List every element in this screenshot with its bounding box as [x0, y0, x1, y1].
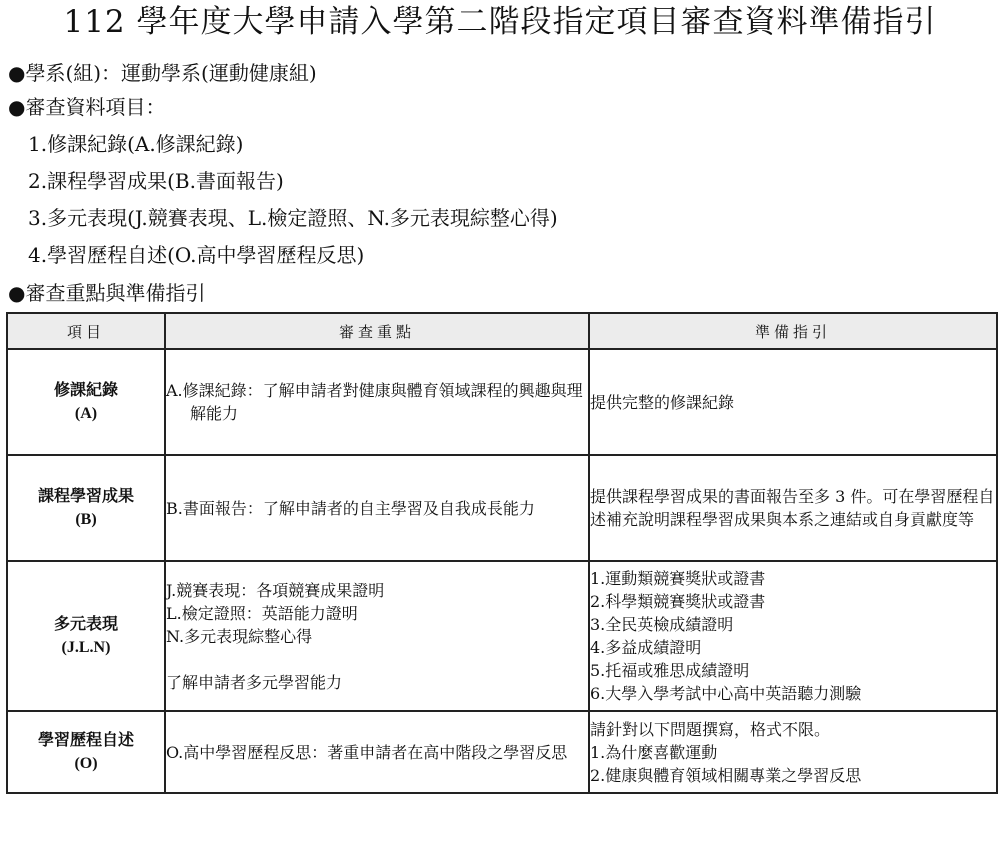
review-guide-table	[6, 312, 998, 794]
page-title: 112 學年度大學申請入學第二階段指定項目審查資料準備指引	[63, 4, 937, 40]
row-guide-cell	[589, 711, 997, 793]
department-line: ●學系(組)：運動學系(運動健康組)	[8, 61, 317, 85]
row-item-code: (A)	[74, 405, 98, 422]
table-row	[7, 561, 997, 711]
row-item-name: 學習歷程自述	[37, 730, 134, 749]
guide-line: 提供完整的修課紀錄	[590, 392, 735, 412]
guide-line: 提供課程學習成果的書面報告至多 3 件。可在學習歷程自述補充說明課程學習成果與本系之連結或自身貢獻度等	[590, 487, 995, 529]
focus-line: O.高中學習歷程反思：著重申請者在高中階段之學習反思	[166, 742, 568, 762]
guide-line: 2.健康與體育領域相關專業之學習反思	[590, 765, 862, 785]
row-guide-cell	[589, 561, 997, 711]
header-item: 項目	[7, 313, 165, 349]
row-guide-cell	[589, 349, 997, 455]
guide-line: 6.大學入學考試中心高中英語聽力測驗	[590, 684, 862, 703]
row-item-cell	[7, 455, 165, 561]
review-item-2: 2.課程學習成果(B.書面報告)	[28, 169, 284, 193]
focus-line: B.書面報告：了解申請者的自主學習及自我成長能力	[166, 498, 535, 518]
row-focus-cell	[165, 349, 589, 455]
row-focus-cell	[165, 455, 589, 561]
guide-line: 5.托福或雅思成績證明	[590, 661, 750, 680]
review-item-3: 3.多元表現(J.競賽表現、L.檢定證照、N.多元表現綜整心得)	[28, 206, 558, 230]
row-item-code: (J.L.N)	[61, 639, 111, 656]
row-item-cell	[7, 561, 165, 711]
row-item-name: 課程學習成果	[37, 486, 134, 505]
row-item-code: (B)	[75, 511, 97, 528]
guide-line: 請針對以下問題撰寫，格式不限。	[590, 719, 831, 739]
focus-line: L.檢定證照：英語能力證明	[166, 603, 358, 623]
row-focus-cell	[165, 711, 589, 793]
focus-line: N.多元表現綜整心得	[166, 626, 313, 646]
focus-line: J.競賽表現：各項競賽成果證明	[166, 580, 385, 600]
guide-line: 1.運動類競賽獎狀或證書	[590, 569, 766, 588]
guide-line: 1.為什麼喜歡運動	[590, 742, 718, 762]
guide-line: 2.科學類競賽獎狀或證書	[590, 592, 766, 611]
review-item-4: 4.學習歷程自述(O.高中學習歷程反思)	[28, 243, 365, 267]
row-item-name: 修課紀錄	[53, 380, 118, 399]
focus-spacer	[166, 648, 588, 671]
row-item-cell	[7, 349, 165, 455]
row-item-name: 多元表現	[53, 614, 118, 633]
table-row	[7, 455, 997, 561]
row-item-code: (O)	[74, 755, 98, 772]
items-heading: ●審查資料項目：	[8, 95, 166, 119]
row-focus-cell	[165, 561, 589, 711]
header-guide: 準備指引	[589, 313, 997, 349]
table-row	[7, 711, 997, 793]
row-guide-cell	[589, 455, 997, 561]
guide-line: 4.多益成績證明	[590, 638, 702, 657]
review-item-1: 1.修課紀錄(A.修課紀錄)	[28, 132, 244, 156]
focus-line: A.修課紀錄：了解申請者對健康與體育領域課程的興趣與理解能力	[166, 381, 583, 423]
focus-line: 了解申請者多元學習能力	[166, 672, 343, 692]
guide-heading: ●審查重點與準備指引	[8, 281, 206, 305]
guide-line: 3.全民英檢成績證明	[590, 615, 734, 634]
table-header-row	[7, 313, 997, 349]
header-focus: 審查重點	[165, 313, 589, 349]
row-item-cell	[7, 711, 165, 793]
table-row	[7, 349, 997, 455]
